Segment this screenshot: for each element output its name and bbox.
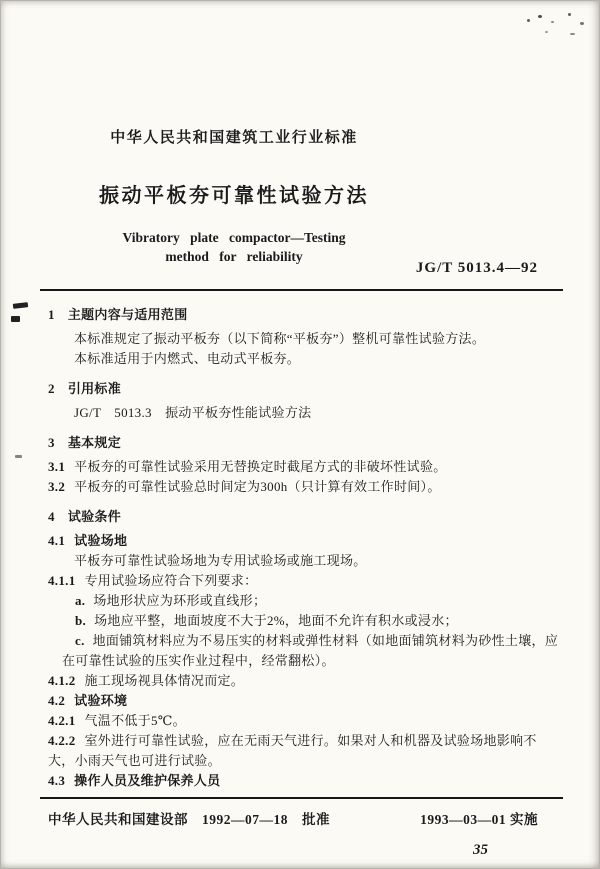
- list-item-c: [48, 631, 560, 671]
- clause-3-1: [48, 457, 560, 477]
- clause-4-1-number: 4.1: [48, 533, 66, 548]
- clause-4-3-title: 操作人员及维护保养人员: [74, 773, 221, 788]
- document-body: [48, 305, 560, 791]
- document-content: [0, 126, 600, 859]
- footer-row: [48, 808, 560, 828]
- scan-artifact-dot: [570, 33, 575, 35]
- section-4-number: 4: [48, 509, 55, 524]
- clause-4-1-2-number: 4.1.2: [48, 673, 76, 688]
- implementation-date: 1993—03—01 实施: [420, 812, 538, 827]
- clause-4-2-2: [48, 731, 560, 771]
- clause-4-3-number: 4.3: [48, 773, 66, 788]
- clause-3-2-text: 平板夯的可靠性试验总时间定为300h（只计算有效工作时间）。: [74, 479, 441, 494]
- footer-rule: [40, 797, 563, 799]
- section-2-title: 引用标准: [67, 381, 122, 396]
- list-item-b-text: 场地应平整，地面坡度不大于2%，地面不允许有积水或浸水；: [94, 613, 458, 628]
- clause-4-2: [48, 691, 560, 711]
- section-1-heading: [48, 305, 560, 325]
- section-2-reference: JG/T 5013.3 振动平板夯性能试验方法: [74, 405, 312, 420]
- clause-4-1-title: 试验场地: [74, 533, 128, 548]
- clause-4-2-number: 4.2: [48, 693, 66, 708]
- section-2-number: 2: [48, 381, 55, 396]
- scan-artifact-dot: [580, 22, 584, 25]
- section-3-heading: [48, 433, 560, 453]
- header-rule: [40, 289, 563, 291]
- scan-artifact: [11, 316, 20, 322]
- approval-info: 中华人民共和国建设部 1992—07—18 批准: [48, 812, 330, 827]
- clause-4-2-1-text: 气温不低于5℃。: [84, 713, 186, 728]
- scan-artifact-dot: [545, 31, 548, 33]
- section-3-number: 3: [48, 435, 55, 450]
- section-4-heading: [48, 507, 560, 527]
- section-3-title: 基本规定: [67, 435, 122, 450]
- list-item-a: [48, 591, 560, 611]
- list-item-b-marker: b.: [75, 613, 87, 628]
- list-item-b: [48, 611, 560, 631]
- clause-3-2: [48, 477, 560, 497]
- clause-4-1-2-text: 施工现场视具体情况而定。: [84, 673, 245, 688]
- list-item-a-marker: a.: [75, 593, 86, 608]
- standard-category-label: 中华人民共和国建筑工业行业标准: [110, 130, 358, 146]
- clause-4-2-1: [48, 711, 560, 731]
- section-4-title: 试验条件: [67, 509, 122, 524]
- list-item-c-marker: c.: [75, 633, 85, 648]
- clause-4-2-2-text: 室外进行可靠性试验，应在无雨天气进行。如果对人和机器及试验场地影响不大，小雨天气也可进行试验。: [48, 733, 537, 768]
- clause-4-1: [48, 531, 560, 551]
- clause-3-1-text: 平板夯的可靠性试验采用无替换定时截尾方式的非破坏性试验。: [74, 459, 447, 474]
- section-1-paragraph-2: 本标准适用于内燃式、电动式平板夯。: [74, 351, 301, 366]
- clause-4-2-2-number: 4.2.2: [48, 733, 76, 748]
- document-title: 振动平板夯可靠性试验方法: [99, 185, 369, 207]
- clause-4-2-1-number: 4.2.1: [48, 713, 76, 728]
- clause-4-1-1: [48, 571, 560, 591]
- clause-3-1-number: 3.1: [48, 459, 66, 474]
- clause-4-1-1-number: 4.1.1: [48, 573, 76, 588]
- section-1-number: 1: [48, 307, 55, 322]
- scan-artifact-dot: [527, 19, 530, 22]
- clause-4-1-2: [48, 671, 560, 691]
- english-title-line1: Vibratory plate compactor—Testing: [122, 230, 346, 245]
- document-footer: [48, 797, 560, 859]
- clause-4-1-1-text: 专用试验场应符合下列要求：: [84, 573, 258, 588]
- scan-artifact: [15, 455, 22, 458]
- page-number: 35: [473, 842, 488, 858]
- list-item-a-text: 场地形状应为环形或直线形；: [93, 593, 267, 608]
- clause-4-3: [48, 771, 560, 791]
- clause-3-2-number: 3.2: [48, 479, 66, 494]
- document-header: [48, 126, 420, 266]
- section-1-title: 主题内容与适用范围: [67, 307, 188, 322]
- scan-artifact-dot: [551, 21, 554, 23]
- clause-4-2-title: 试验环境: [74, 693, 128, 708]
- section-2-heading: [48, 379, 560, 399]
- scan-artifact-dot: [538, 15, 542, 18]
- section-1-paragraph-1: 本标准规定了振动平板夯（以下简称“平板夯”）整机可靠性试验方法。: [74, 331, 486, 346]
- english-title-line2: method for reliability: [165, 249, 303, 264]
- standard-number: JG/T 5013.4—92: [415, 260, 538, 276]
- list-item-c-text: 地面铺筑材料应为不易压实的材料或弹性材料（如地面铺筑材料为砂性土壤，应在可靠性试验的压实作业过程中，经常翻松）。: [62, 633, 559, 668]
- scan-artifact-dot: [568, 13, 571, 16]
- clause-4-1-paragraph: 平板夯可靠性试验场地为专用试验场或施工现场。: [74, 553, 367, 568]
